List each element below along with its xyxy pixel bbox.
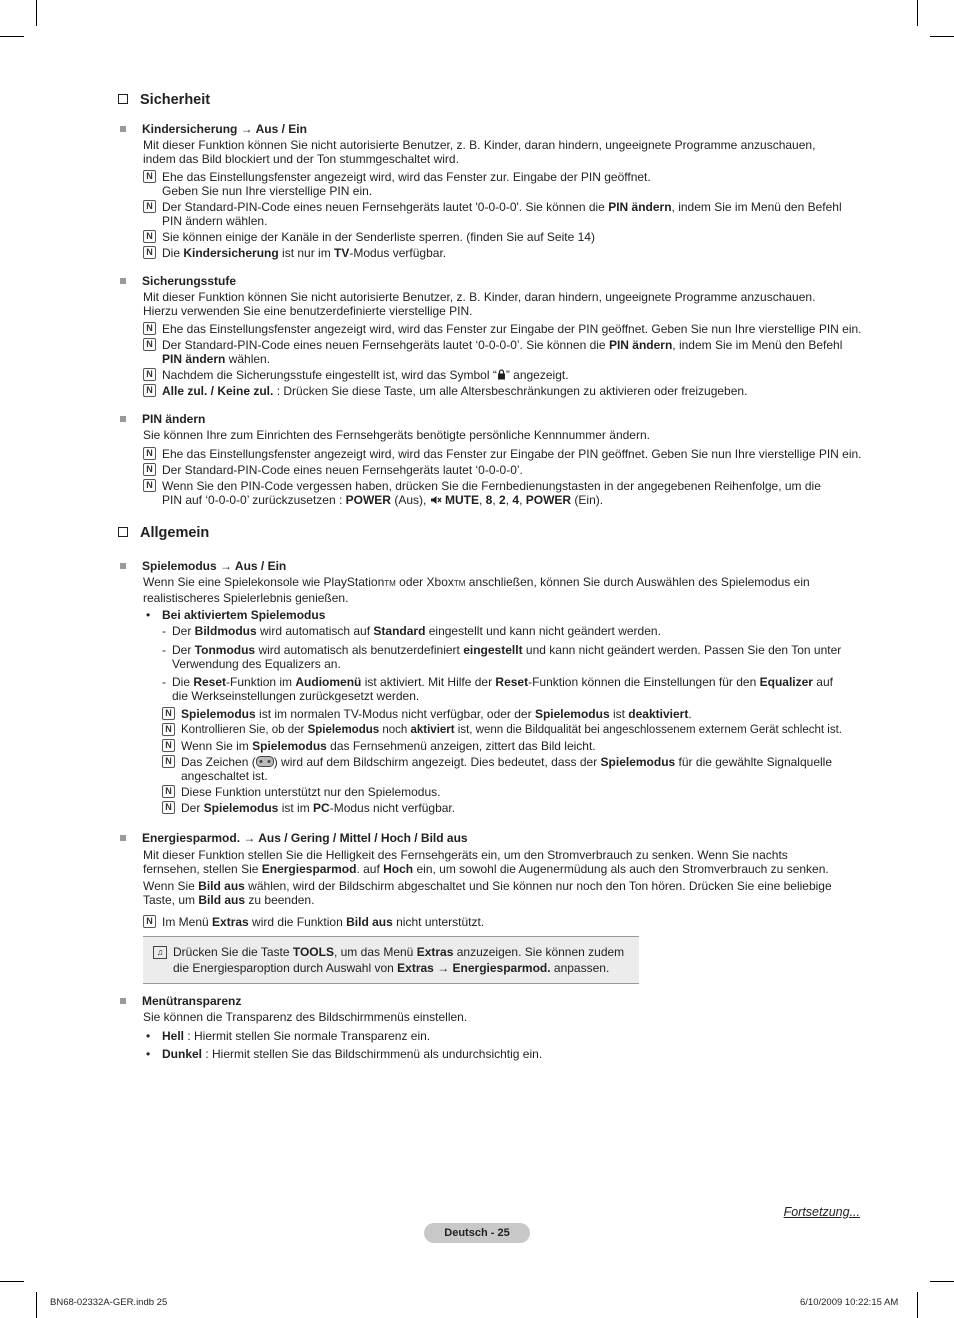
- note-item: N Alle zul. / Keine zul. : Drücken Sie diese Taste, um alle Altersbeschränkungen zu aktivieren oder freizugeben.: [143, 384, 863, 398]
- note-icon: N: [143, 246, 156, 259]
- note-item: N Nachdem die Sicherungsstufe eingestellt ist, wird das Symbol “ ” angezeigt.: [143, 368, 863, 382]
- gamepad-icon: [256, 756, 274, 767]
- subheading-pin-aendern: PIN ändern: [120, 412, 205, 426]
- mute-icon: [430, 495, 442, 505]
- lock-icon: [497, 369, 506, 380]
- note-icon: N: [143, 368, 156, 381]
- crop-mark: [36, 0, 37, 26]
- note-item: N Spielemodus ist im normalen TV-Modus nicht verfügbar, oder der Spielemodus ist deaktiviert.: [162, 707, 862, 721]
- paragraph: Wenn Sie Bild aus wählen, wird der Bildschirm abgeschaltet und Sie können nur noch den Ton hören. Drücken Sie eine beliebige Taste, um Bild aus zu beenden.: [143, 879, 832, 907]
- note-item: N Wenn Sie den PIN-Code vergessen haben, drücken Sie die Fernbedienungstasten in der angegebenen Reihenfolge, um die PIN auf ‘0-0-0-0’ zurückzusetzen : POWER (Aus), MUTE, 8, 2, 4, POWER (Ein).: [143, 479, 863, 507]
- dash-item: - Die Reset-Funktion im Audiomenü ist aktiviert. Mit Hilfe der Reset-Funktion können die Einstellungen für den Equalizer auf die Werkseinstellungen zurückgesetzt werden.: [162, 675, 833, 703]
- note-icon: N: [143, 230, 156, 243]
- paragraph: Sie können Ihre zum Einrichten des Fernsehgeräts benötigte persönliche Kennnummer ändern.: [143, 428, 650, 442]
- subheading-sicherungsstufe: Sicherungsstufe: [120, 274, 236, 288]
- dash-item: - Der Bildmodus wird automatisch auf Standard eingestellt und kann nicht geändert werden.: [162, 624, 661, 638]
- note-icon: N: [143, 463, 156, 476]
- note-item: N Diese Funktion unterstützt nur den Spielemodus.: [162, 785, 862, 799]
- tools-icon: ♫: [153, 946, 167, 959]
- note-item: N Ehe das Einstellungsfenster angezeigt wird, wird das Fenster zur Eingabe der PIN geöffnet. Geben Sie nun Ihre vierstellige PIN ein.: [143, 322, 863, 336]
- note-icon: N: [162, 739, 175, 752]
- note-item: N Der Spielemodus ist im PC-Modus nicht verfügbar.: [162, 801, 862, 815]
- note-icon: N: [162, 755, 175, 768]
- crop-mark: [930, 36, 954, 37]
- print-file-info: BN68-02332A-GER.indb 25: [50, 1297, 168, 1308]
- note-item: N Ehe das Einstellungsfenster angezeigt wird, wird das Fenster zur Eingabe der PIN geöffnet. Geben Sie nun Ihre vierstellige PIN ein.: [143, 447, 863, 461]
- subheading-menuetransparenz: Menütransparenz: [120, 994, 241, 1008]
- note-icon: N: [162, 801, 175, 814]
- note-item: N Sie können einige der Kanäle in der Senderliste sperren. (finden Sie auf Seite 14): [143, 230, 863, 244]
- section-heading-sicherheit: Sicherheit: [118, 92, 210, 108]
- note-item: N Das Zeichen ( ) wird auf dem Bildschirm angezeigt. Dies bedeutet, dass der Spielemodus für die gewählte Signalquelle angeschaltet ist.: [162, 755, 862, 783]
- note-icon: N: [143, 479, 156, 492]
- note-icon: N: [143, 200, 156, 213]
- print-date: 6/10/2009 10:22:15 AM: [800, 1297, 899, 1308]
- note-item: N Der Standard-PIN-Code eines neuen Fernsehgeräts lautet '0-0-0-0'. Sie können die PIN ändern, indem Sie im Menü den Befehl PIN ändern wählen.: [143, 200, 863, 228]
- subheading-spielemodus: Spielemodus → Aus / Ein: [120, 559, 286, 573]
- crop-mark: [930, 1281, 954, 1282]
- paragraph: Sie können die Transparenz des Bildschirmmenüs einstellen.: [143, 1010, 468, 1024]
- note-icon: N: [162, 723, 175, 736]
- note-item: N Ehe das Einstellungsfenster angezeigt wird, wird das Fenster zur. Eingabe der PIN geöffnet. Geben Sie nun Ihre vierstellige PIN ein.: [143, 170, 863, 198]
- paragraph: Mit dieser Funktion stellen Sie die Helligkeit des Fernsehgeräts ein, um den Stromverbrauch zu senken. Wenn Sie nachts fernsehen, stellen Sie Energiesparmod. auf Hoch ein, um sowohl die Augenermüdung als auch den Stromverbrauch zu senken.: [143, 848, 829, 876]
- section-heading-allgemein: Allgemein: [118, 525, 209, 541]
- bullet-item: • Dunkel : Hiermit stellen Sie das Bildschirmmenü als undurchsichtig ein.: [146, 1047, 543, 1061]
- crop-mark: [0, 1281, 24, 1282]
- paragraph: Mit dieser Funktion können Sie nicht autorisierte Benutzer, z. B. Kinder, daran hindern, ungeeignete Programme anzuschauen, indem das Bild blockiert und der Ton stummgeschaltet wird.: [143, 138, 816, 166]
- paragraph: Mit dieser Funktion können Sie nicht autorisierte Benutzer, z. B. Kinder, daran hindern, ungeeignete Programme anzuschauen. Hierzu verwenden Sie eine benutzerdefinierte vierstellige PIN.: [143, 290, 816, 318]
- note-icon: N: [162, 707, 175, 720]
- note-icon: N: [143, 322, 156, 335]
- note-item: N Der Standard-PIN-Code eines neuen Fernsehgeräts lautet ‘0-0-0-0’.: [143, 463, 863, 477]
- dash-item: - Der Tonmodus wird automatisch als benutzerdefiniert eingestellt und kann nicht geändert werden. Passen Sie den Ton unter Verwendung des Equalizers an.: [162, 643, 842, 671]
- note-icon: N: [143, 447, 156, 460]
- note-item: N Wenn Sie im Spielemodus das Fernsehmenü anzeigen, zittert das Bild leicht.: [162, 739, 862, 753]
- paragraph: Wenn Sie eine Spielekonsole wie PlayStationTM oder XboxTM anschließen, können Sie durch Auswählen des Spielemodus ein realistischeres Spielerlebnis genießen.: [143, 575, 810, 605]
- subheading-energiesparmodus: Energiesparmod. → Aus / Gering / Mittel / Hoch / Bild aus: [120, 831, 468, 845]
- crop-mark: [36, 1292, 37, 1318]
- crop-mark: [917, 1292, 918, 1318]
- note-item: N Kontrollieren Sie, ob der Spielemodus noch aktiviert ist, wenn die Bildqualität bei angeschlossenem externem Gerät schlecht ist.: [162, 723, 862, 737]
- note-item: N Im Menü Extras wird die Funktion Bild aus nicht unterstützt.: [143, 915, 863, 929]
- note-item: N Der Standard-PIN-Code eines neuen Fernsehgeräts lautet ‘0-0-0-0’. Sie können die PIN ändern, indem Sie im Menü den Befehl PIN ändern wählen.: [143, 338, 863, 366]
- note-icon: N: [143, 170, 156, 183]
- note-icon: N: [162, 785, 175, 798]
- tools-box: ♫ Drücken Sie die Taste TOOLS, um das Menü Extras anzuzeigen. Sie können zudem die Energiesparoption durch Auswahl von Extras → Energiesparmod. anpassen.: [143, 936, 639, 984]
- note-icon: N: [143, 338, 156, 351]
- page-number: Deutsch - 25: [424, 1223, 530, 1243]
- note-item: N Die Kindersicherung ist nur im TV-Modus verfügbar.: [143, 246, 863, 260]
- subheading-kindersicherung: Kindersicherung → Aus / Ein: [120, 122, 307, 136]
- crop-mark: [917, 0, 918, 26]
- bullet-item: • Bei aktiviertem Spielemodus: [146, 608, 326, 622]
- note-icon: N: [143, 915, 156, 928]
- bullet-item: • Hell : Hiermit stellen Sie normale Transparenz ein.: [146, 1029, 431, 1043]
- note-icon: N: [143, 384, 156, 397]
- crop-mark: [0, 36, 24, 37]
- continuation-note: Fortsetzung...: [783, 1205, 860, 1219]
